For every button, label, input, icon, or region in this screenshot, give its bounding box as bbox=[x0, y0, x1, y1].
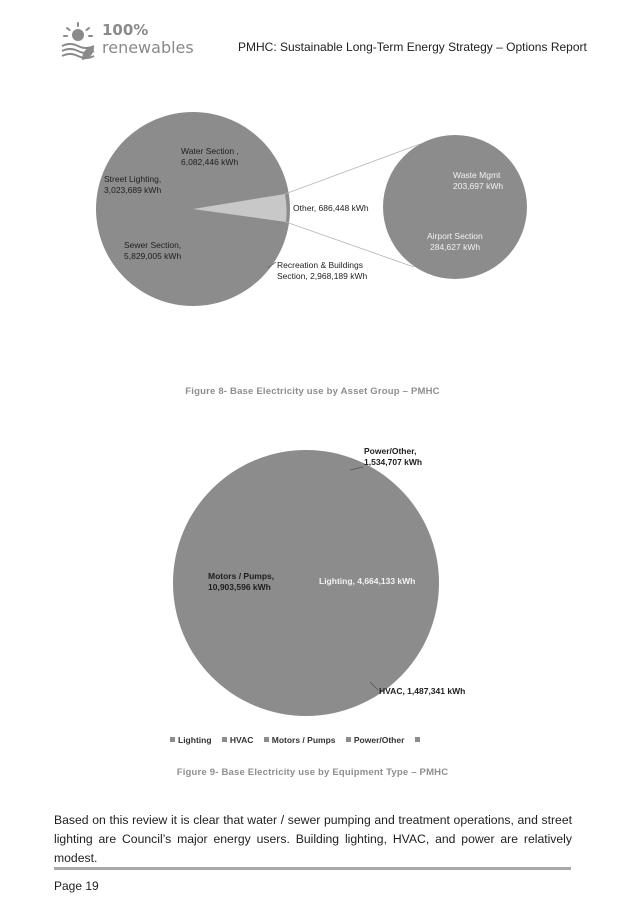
legend-swatch-hvac bbox=[222, 737, 227, 742]
fig9-label-lighting: Lighting, 4,664,133 kWh bbox=[319, 576, 416, 586]
fig8-label-water: Water Section , bbox=[181, 146, 239, 156]
fig9-label-hvac: HVAC, 1,487,341 kWh bbox=[379, 686, 466, 696]
body-paragraph: Based on this review it is clear that water / sewer pumping and treatment operations, and street lighting are Council’s major energy users. Building lighting, HVAC, and power are relatively modest. bbox=[54, 813, 572, 865]
legend-swatch-power bbox=[346, 737, 351, 742]
fig8-value-recreation: Section, 2,968,189 kWh bbox=[277, 271, 368, 281]
fig8-value-airport: 284,627 kWh bbox=[430, 242, 481, 252]
figure9-caption: Figure 9- Base Electricity use by Equipment Type – PMHC bbox=[176, 767, 449, 778]
fig8-label-waste: Waste Mgmt bbox=[453, 170, 501, 180]
logo-text-renewables: renewables bbox=[102, 38, 194, 57]
fig8-value-sewer: 5,829,005 kWh bbox=[124, 251, 182, 261]
fig8-value-street: 3,023,689 kWh bbox=[104, 185, 162, 195]
fig8-label-sewer: Sewer Section, bbox=[124, 240, 182, 250]
legend-swatch-lighting bbox=[170, 737, 175, 742]
legend-item-lighting: Lighting bbox=[178, 735, 212, 745]
fig9-value-power: 1,534,707 kWh bbox=[364, 457, 423, 467]
fig9-label-power: Power/Other, bbox=[364, 446, 417, 456]
fig8-label-recreation: Recreation & Buildings bbox=[277, 260, 363, 270]
figure9-legend bbox=[170, 735, 423, 745]
fig8-value-waste: 203,697 kWh bbox=[453, 181, 504, 191]
fig8-label-street: Street Lighting, bbox=[104, 174, 162, 184]
figure8-caption: Figure 8- Base Electricity use by Asset Group – PMHC bbox=[185, 386, 440, 397]
legend-item-power: Power/Other bbox=[353, 735, 405, 745]
fig8-label-other: Other, 686,448 kWh bbox=[293, 203, 369, 213]
header-title: PMHC: Sustainable Long-Term Energy Strategy – Options Report bbox=[238, 40, 587, 54]
page-number: Page 19 bbox=[54, 879, 99, 893]
fig9-value-motors: 10,903,596 kWh bbox=[208, 582, 271, 592]
fig9-label-motors: Motors / Pumps, bbox=[208, 571, 275, 581]
fig8-label-airport: Airport Section bbox=[427, 231, 483, 241]
footer-divider bbox=[54, 867, 571, 870]
fig8-value-water: 6,082,446 kWh bbox=[181, 157, 239, 167]
legend-item-hvac: HVAC bbox=[229, 735, 254, 745]
legend-swatch-blank bbox=[415, 737, 420, 742]
logo-text-percent: 100% bbox=[102, 21, 149, 39]
legend-swatch-motors bbox=[264, 737, 269, 742]
legend-item-motors: Motors / Pumps bbox=[271, 735, 336, 745]
